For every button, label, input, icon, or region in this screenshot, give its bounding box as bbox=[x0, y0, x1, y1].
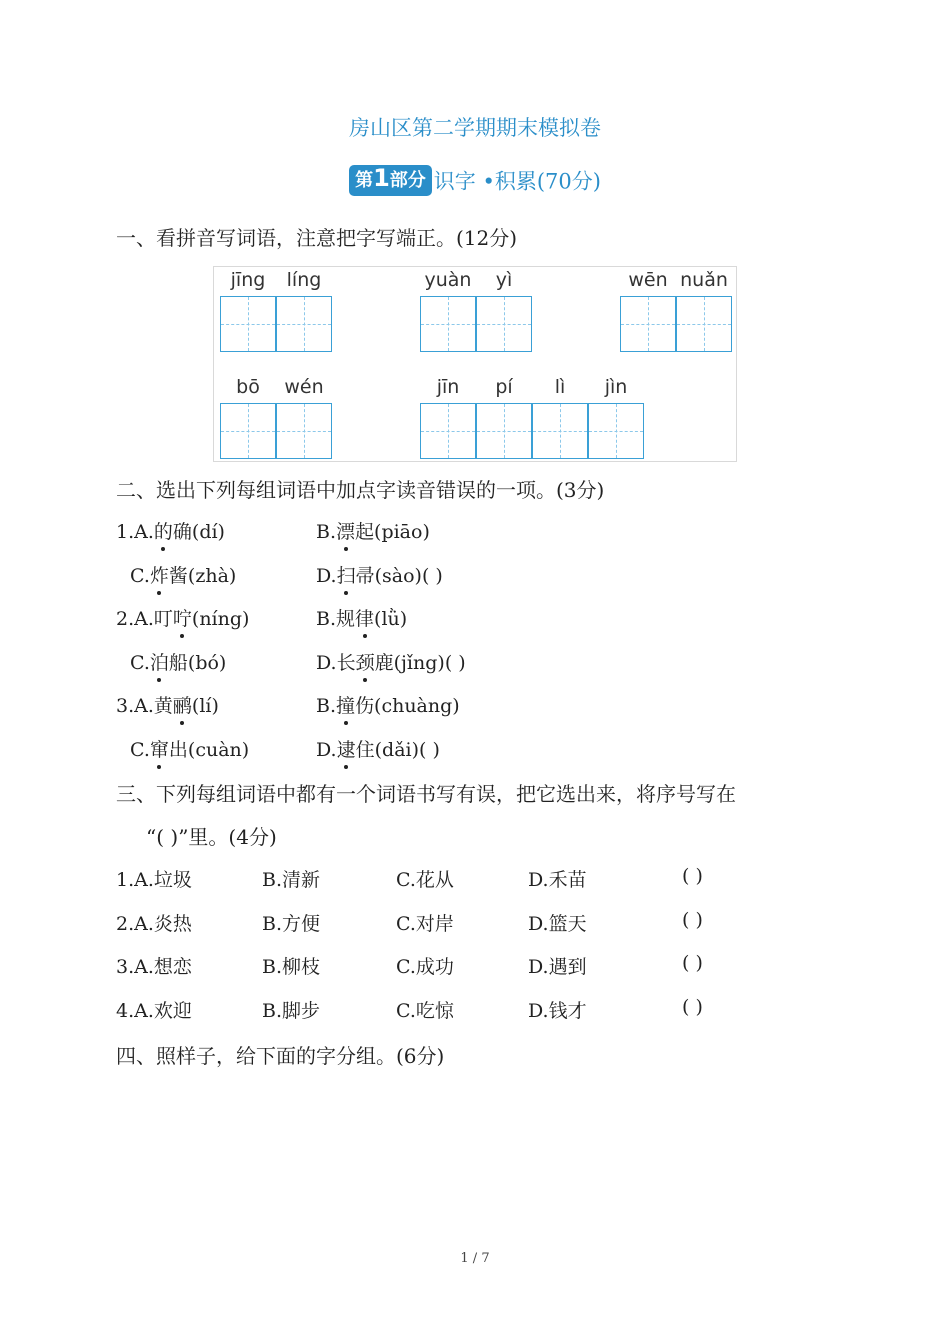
pinyin-label: wén bbox=[284, 376, 324, 398]
pinyin-label: yì bbox=[495, 269, 513, 291]
option-prefix: 2.A.叮 bbox=[116, 608, 173, 630]
s3-row1-a: 1.A.垃圾 bbox=[116, 869, 192, 891]
writing-box[interactable] bbox=[476, 403, 532, 459]
dotted-char: 逮 bbox=[337, 735, 356, 762]
answer-blank[interactable]: ( ) bbox=[682, 996, 703, 1018]
q2-option-b bbox=[316, 604, 407, 631]
dotted-char: 窜 bbox=[150, 735, 169, 762]
option-prefix: D. bbox=[316, 565, 337, 587]
option-prefix: C. bbox=[130, 565, 150, 587]
badge-prefix: 第 bbox=[355, 170, 374, 191]
option-prefix: C. bbox=[130, 652, 150, 674]
answer-blank[interactable]: ( ) bbox=[682, 865, 703, 887]
part-badge bbox=[349, 165, 432, 196]
section4-heading: 四、照样子，给下面的字分组。(6分) bbox=[116, 1044, 445, 1068]
section3-heading-cont: “( )”里。(4分) bbox=[146, 825, 277, 849]
option-rest: 伤(chuàng) bbox=[355, 695, 460, 717]
pinyin-label: wēn bbox=[628, 269, 668, 291]
q1-option-b bbox=[316, 517, 430, 544]
writing-box[interactable] bbox=[220, 296, 276, 352]
q1-option-d bbox=[316, 561, 443, 588]
pinyin-label: lì bbox=[554, 376, 566, 398]
answer-blank[interactable]: ( ) bbox=[419, 739, 440, 761]
badge-suffix: 部分 bbox=[389, 170, 426, 191]
option-prefix: 3.A.黄 bbox=[116, 695, 173, 717]
pinyin-label: bō bbox=[236, 376, 260, 398]
q3-option-a bbox=[116, 691, 219, 718]
pinyin-label: yuàn bbox=[424, 269, 472, 291]
badge-number: 1 bbox=[373, 164, 390, 192]
q3-option-c bbox=[130, 735, 249, 762]
dotted-char: 泊 bbox=[150, 648, 169, 675]
part-header bbox=[0, 165, 950, 196]
part-label: 识字 •积累(70分) bbox=[433, 169, 601, 194]
writing-box[interactable] bbox=[476, 296, 532, 352]
option-prefix: B.规 bbox=[316, 608, 356, 630]
q3-option-b bbox=[316, 691, 460, 718]
answer-blank[interactable]: ( ) bbox=[682, 909, 703, 931]
writing-box[interactable] bbox=[220, 403, 276, 459]
writing-box[interactable] bbox=[532, 403, 588, 459]
section3-heading: 三、下列每组词语中都有一个词语书写有误，把它选出来，将序号写在 bbox=[116, 782, 736, 806]
s3-row4-b: B.脚步 bbox=[262, 1000, 321, 1022]
writing-box[interactable] bbox=[676, 296, 732, 352]
q1-option-c bbox=[130, 561, 236, 588]
s3-row4-c: C.吃惊 bbox=[396, 1000, 454, 1022]
q2-option-a bbox=[116, 604, 249, 631]
writing-box[interactable] bbox=[588, 403, 644, 459]
writing-box[interactable] bbox=[276, 296, 332, 352]
writing-box[interactable] bbox=[276, 403, 332, 459]
option-rest: 确(dí) bbox=[172, 521, 225, 543]
s3-row4-d: D.钱才 bbox=[528, 1000, 587, 1022]
writing-box[interactable] bbox=[420, 296, 476, 352]
s3-row3-d: D.遇到 bbox=[528, 956, 587, 978]
writing-box[interactable] bbox=[620, 296, 676, 352]
option-rest: 起(piāo) bbox=[355, 521, 430, 543]
pinyin-label: líng bbox=[286, 269, 322, 291]
page-title: 房山区第二学期期末模拟卷 bbox=[349, 116, 601, 140]
s3-row3-b: B.柳枝 bbox=[262, 956, 321, 978]
dotted-char: 炸 bbox=[150, 561, 169, 588]
pinyin-label: pí bbox=[495, 376, 513, 398]
s3-row1-b: B.清新 bbox=[262, 869, 321, 891]
s3-row1-c: C.花从 bbox=[396, 869, 454, 891]
option-rest: 鹿(jǐng) bbox=[374, 652, 445, 674]
s3-row2-d: D.篮天 bbox=[528, 913, 587, 935]
writing-box[interactable] bbox=[420, 403, 476, 459]
option-rest: 酱(zhà) bbox=[168, 565, 237, 587]
option-rest: 帚(sào) bbox=[355, 565, 422, 587]
answer-blank[interactable]: ( ) bbox=[421, 565, 443, 587]
pinyin-label: jìn bbox=[604, 376, 628, 398]
section2-heading: 二、选出下列每组词语中加点字读音错误的一项。(3分) bbox=[116, 478, 605, 502]
option-rest: 出(cuàn) bbox=[168, 739, 250, 761]
answer-blank[interactable]: ( ) bbox=[444, 652, 466, 674]
option-prefix: C. bbox=[130, 739, 150, 761]
option-prefix: D.长 bbox=[316, 652, 356, 674]
dotted-char: 的 bbox=[154, 517, 173, 544]
dotted-char: 咛 bbox=[173, 604, 192, 631]
section1-heading: 一、看拼音写词语，注意把字写端正。(12分) bbox=[116, 226, 518, 250]
s3-row2-b: B.方便 bbox=[262, 913, 321, 935]
dotted-char: 鹂 bbox=[173, 691, 192, 718]
q2-option-c bbox=[130, 648, 226, 675]
pinyin-label: jīn bbox=[436, 376, 460, 398]
option-rest: 住(dǎi) bbox=[355, 739, 420, 761]
option-prefix: D. bbox=[316, 739, 337, 761]
s3-row3-a: 3.A.想恋 bbox=[116, 956, 192, 978]
s3-row4-a: 4.A.欢迎 bbox=[116, 1000, 192, 1022]
s3-row2-a: 2.A.炎热 bbox=[116, 913, 192, 935]
dotted-char: 漂 bbox=[336, 517, 355, 544]
s3-row3-c: C.成功 bbox=[396, 956, 454, 978]
pinyin-label: jīng bbox=[230, 269, 266, 291]
q2-option-d bbox=[316, 648, 466, 675]
option-rest: (níng) bbox=[191, 608, 250, 630]
option-rest: (lí) bbox=[191, 695, 219, 717]
dotted-char: 扫 bbox=[337, 561, 356, 588]
pinyin-label: nuǎn bbox=[680, 269, 728, 291]
s3-row1-d: D.禾苗 bbox=[528, 869, 587, 891]
page-number: 1 / 7 bbox=[460, 1251, 490, 1266]
option-prefix: 1.A. bbox=[116, 521, 154, 543]
answer-blank[interactable]: ( ) bbox=[682, 952, 703, 974]
option-prefix: B. bbox=[316, 695, 337, 717]
option-rest: (lǜ) bbox=[374, 608, 408, 630]
s3-row2-c: C.对岸 bbox=[396, 913, 454, 935]
option-prefix: B. bbox=[316, 521, 337, 543]
dotted-char: 撞 bbox=[336, 691, 355, 718]
dotted-char: 律 bbox=[355, 604, 374, 631]
pinyin-writing-panel bbox=[213, 266, 737, 462]
q3-option-d bbox=[316, 735, 440, 762]
q1-option-a bbox=[116, 517, 225, 544]
dotted-char: 颈 bbox=[356, 648, 375, 675]
option-rest: 船(bó) bbox=[168, 652, 227, 674]
